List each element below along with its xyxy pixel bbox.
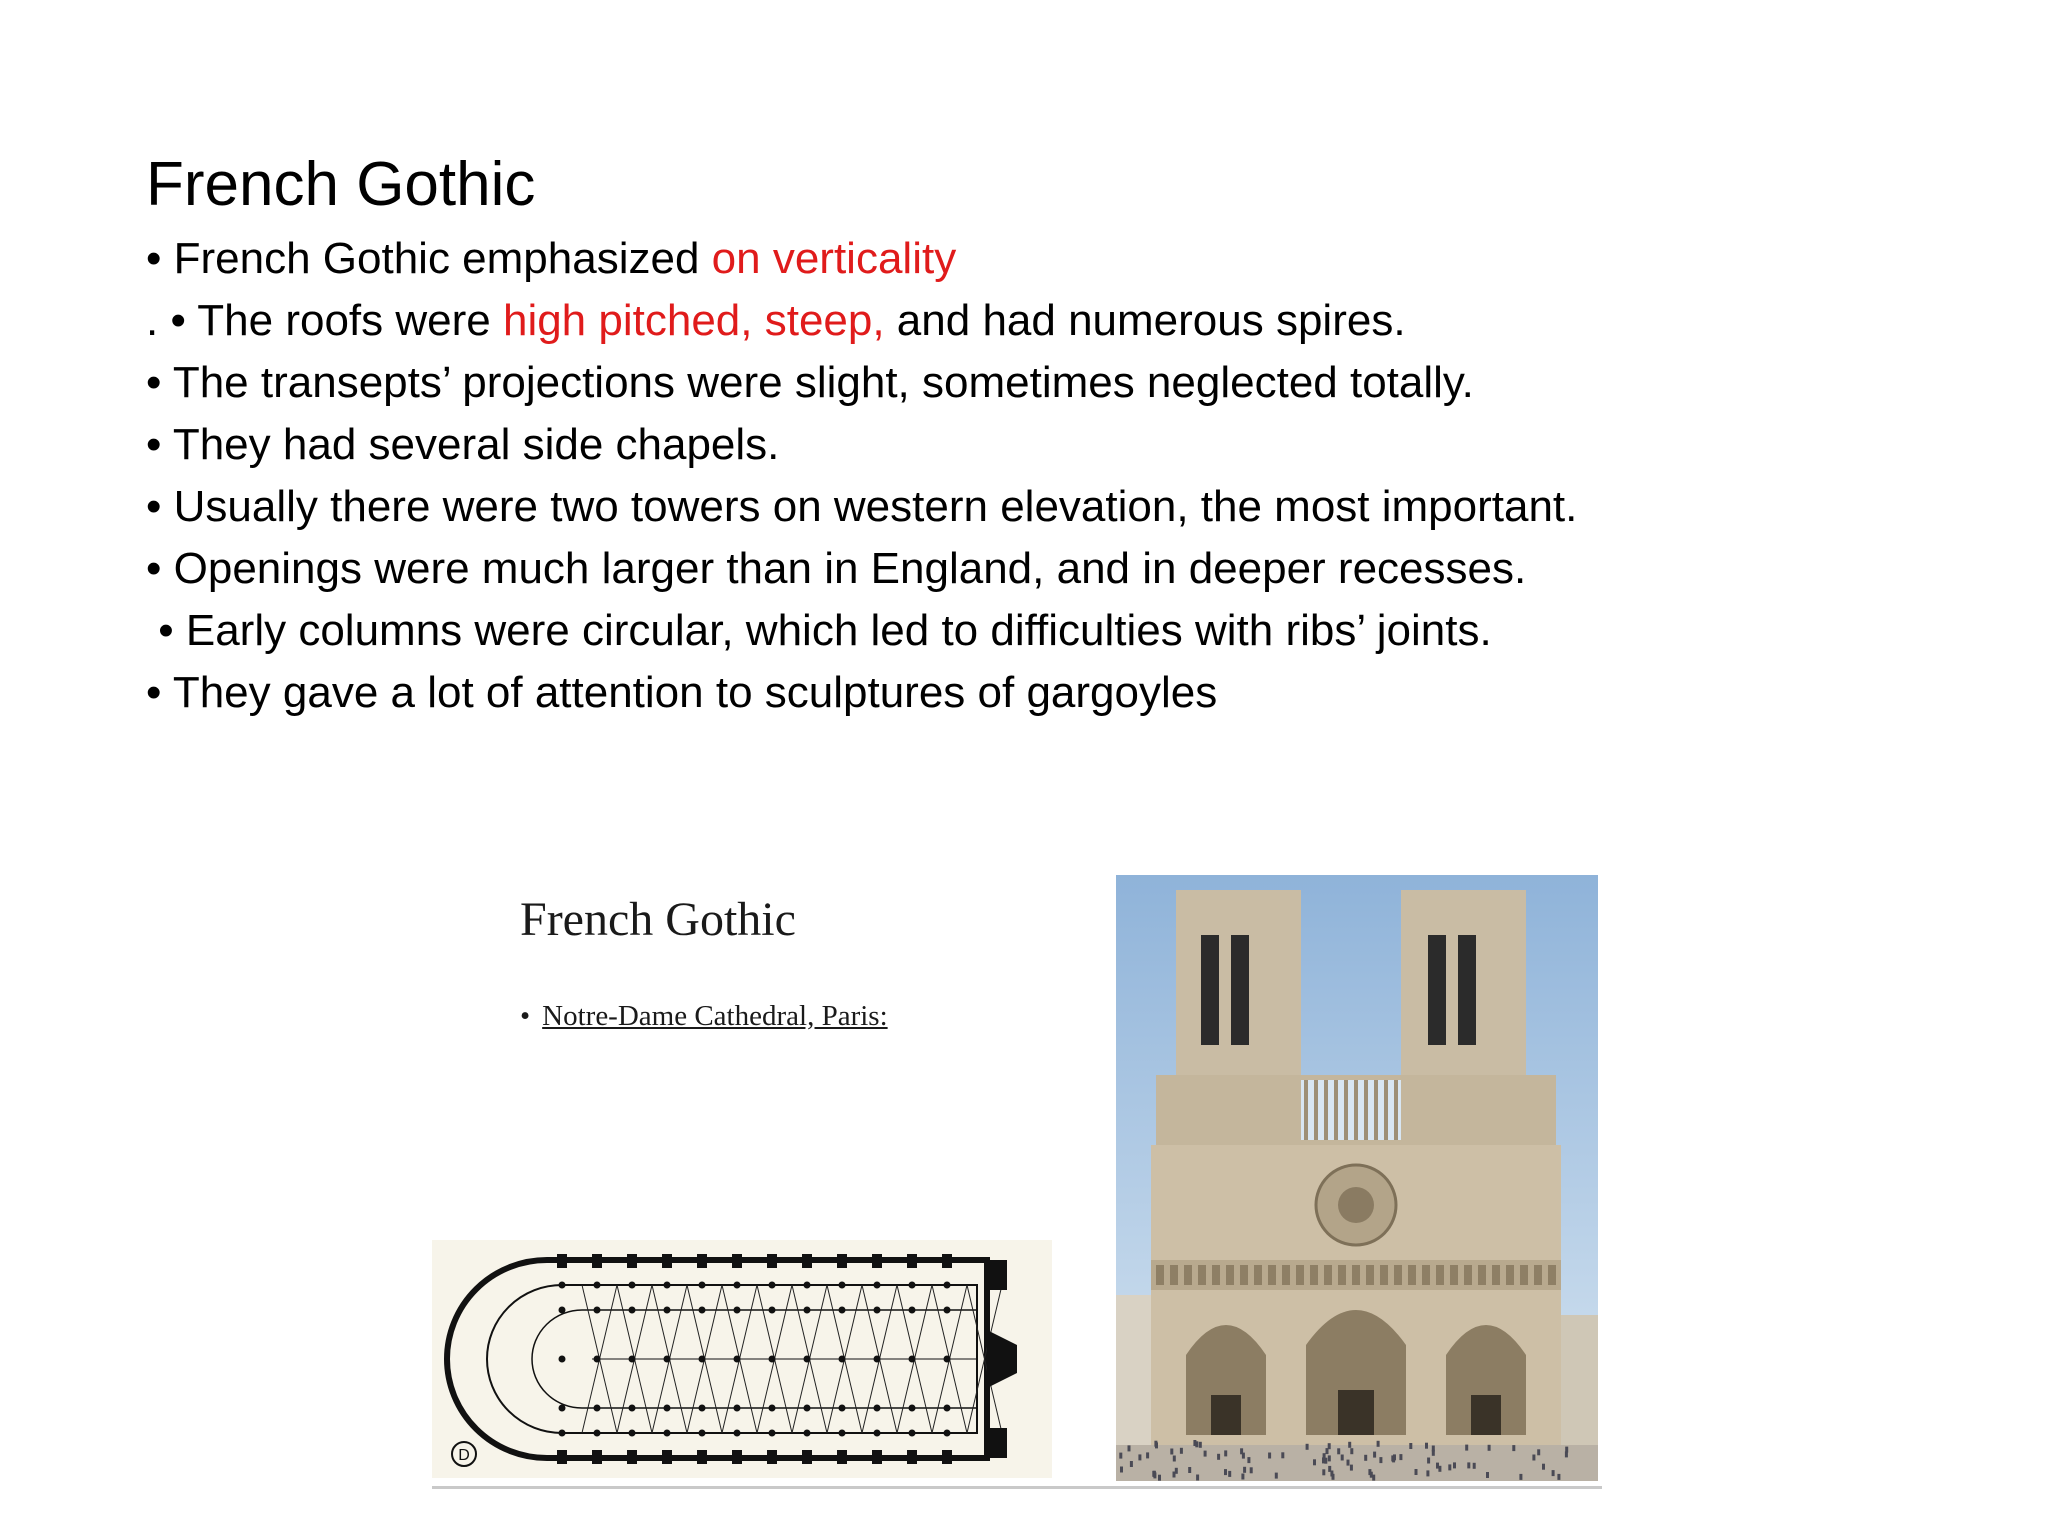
kings-gallery (1156, 1265, 1556, 1285)
cathedral-photo (1116, 875, 1598, 1481)
bullet-list (146, 228, 1577, 724)
highlight-text: on verticality (711, 234, 957, 283)
bullet-item: • The transepts’ projections were slight, sometimes neglected totally. (146, 358, 1474, 407)
slide-title: French Gothic (146, 150, 536, 219)
bullet-item: • They gave a lot of attention to sculptures of gargoyles (146, 668, 1218, 717)
bullet-item: • French Gothic emphasized on verticality (146, 234, 957, 283)
plan-label: D (458, 1447, 470, 1464)
highlight-text: high pitched, steep, (502, 296, 885, 345)
bullet-item: • They had several side chapels. (146, 420, 780, 469)
figure-bullet-link[interactable]: Notre-Dame Cathedral, Paris: (542, 1000, 888, 1032)
figure-bullet-marker: • (520, 1000, 531, 1032)
floor-plan-image (432, 1240, 1052, 1478)
floor-plan-drawing (432, 1240, 1052, 1478)
figure-bullet (520, 1000, 888, 1033)
bullet-item: • Early columns were circular, which led to difficulties with ribs’ joints. (146, 606, 1492, 655)
bullet-item: • Usually there were two towers on western elevation, the most important. (146, 482, 1578, 531)
bullet-item: • Openings were much larger than in England, and in deeper recesses. (146, 544, 1527, 593)
embedded-figure (432, 870, 1602, 1490)
figure-divider (432, 1486, 1602, 1489)
bullet-item: . • The roofs were high pitched, steep, and had numerous spires. (146, 296, 1406, 345)
cathedral-illustration (1116, 875, 1598, 1481)
figure-title: French Gothic (520, 893, 796, 946)
